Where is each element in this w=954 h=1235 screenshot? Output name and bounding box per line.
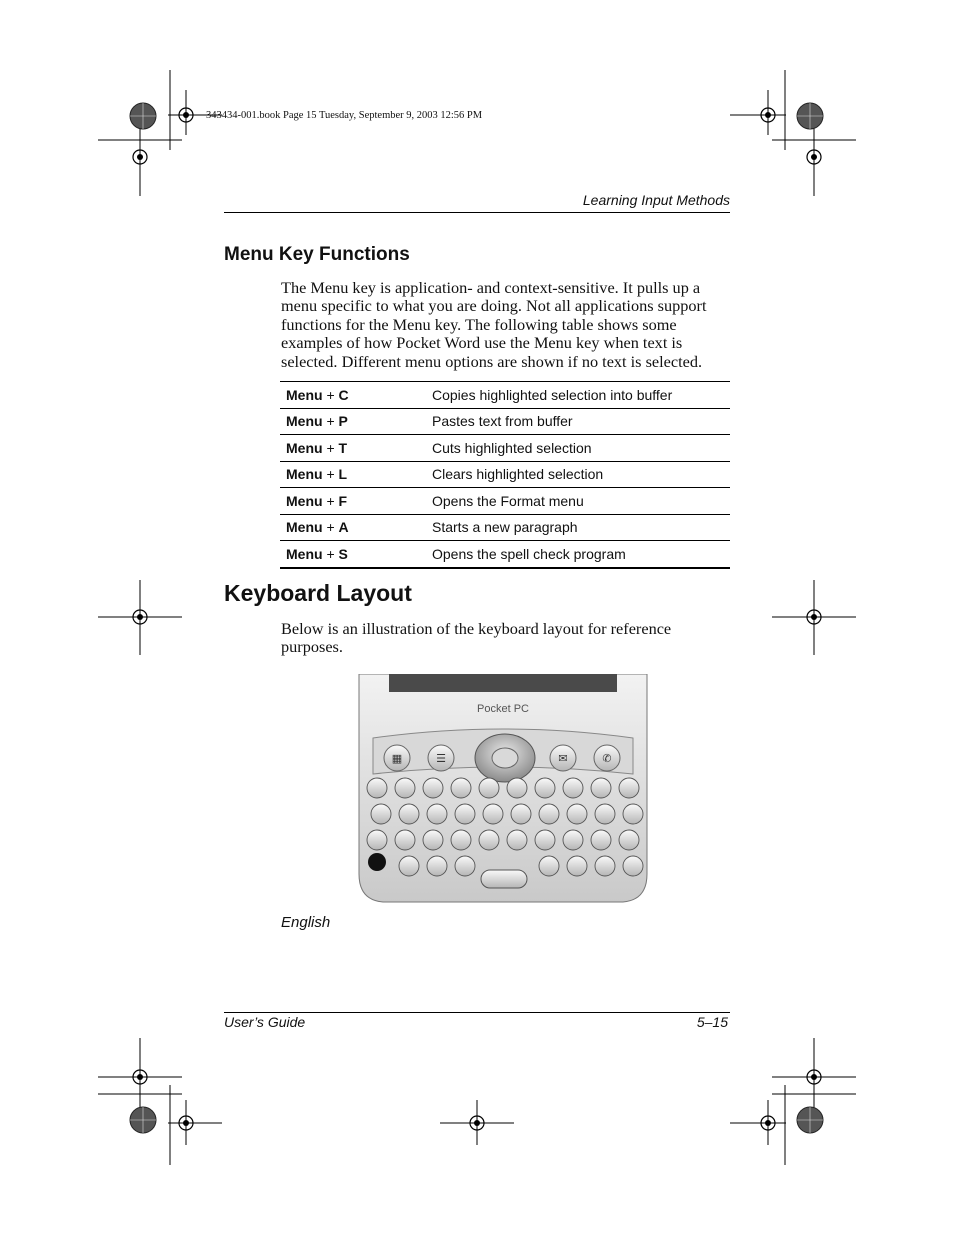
- menu-key-label: Menu: [286, 519, 323, 536]
- footer-rule: [224, 1012, 730, 1013]
- key-combination: [280, 435, 426, 462]
- function-description: Clears highlighted selection: [426, 461, 730, 488]
- keyboard-key: [595, 856, 615, 876]
- key-combination: [280, 488, 426, 515]
- plus-sign: +: [322, 386, 339, 403]
- table-row: [280, 514, 730, 541]
- running-head: Learning Input Methods: [582, 192, 730, 208]
- letter-key-label: A: [338, 519, 349, 536]
- keyboard-key: [595, 804, 615, 824]
- footer-title: User’s Guide: [224, 1014, 306, 1030]
- menu-key-paragraph: The Menu key is application- and context-sensitive. It pulls up a menu specific to what you are doing. Not all applications support functions for the Menu key. The following table shows some examples of how Pocket Word use the Menu key when text is selected. Different menu options are shown if no text is selected.: [281, 278, 707, 371]
- menu-key-label: Menu: [286, 545, 323, 562]
- keyboard-key: [535, 778, 555, 798]
- plus-sign: +: [322, 466, 339, 483]
- svg-text:▦: ▦: [391, 752, 403, 765]
- menu-key-table: [280, 381, 730, 569]
- table-row: [280, 435, 730, 462]
- keyboard-key: [367, 778, 387, 798]
- key-combination: [280, 382, 426, 409]
- keyboard-key: [539, 804, 559, 824]
- svg-text:✆: ✆: [602, 752, 612, 765]
- keyboard-key: [451, 830, 471, 850]
- keyboard-key: [371, 804, 391, 824]
- figure-caption: English: [281, 914, 331, 931]
- keyboard-key: [395, 830, 415, 850]
- menu-key-label: Menu: [286, 439, 323, 456]
- print-slug: 343434-001.book Page 15 Tuesday, September 9, 2003 12:56 PM: [206, 110, 483, 121]
- plus-sign: +: [322, 492, 339, 509]
- keyboard-key: [423, 778, 443, 798]
- letter-key-label: C: [338, 386, 349, 403]
- function-description: Pastes text from buffer: [426, 408, 730, 435]
- keyboard-key: [619, 778, 639, 798]
- keyboard-layout-heading: Keyboard Layout: [224, 580, 412, 606]
- menu-key-label: Menu: [286, 413, 323, 430]
- svg-text:☰: ☰: [436, 752, 446, 765]
- keyboard-key: [479, 830, 499, 850]
- keyboard-key: [507, 830, 527, 850]
- keyboard-key: [455, 856, 475, 876]
- keyboard-key: [563, 830, 583, 850]
- keyboard-key: [427, 804, 447, 824]
- table-row: [280, 488, 730, 515]
- svg-text:✉: ✉: [558, 752, 568, 765]
- function-description: Copies highlighted selection into buffer: [426, 382, 730, 409]
- letter-key-label: S: [338, 545, 348, 562]
- function-description: Opens the spell check program: [426, 541, 730, 568]
- device-brand-label: Pocket PC: [477, 703, 529, 715]
- keyboard-key: [455, 804, 475, 824]
- key-combination: [280, 541, 426, 568]
- letter-key-label: F: [338, 492, 348, 509]
- keyboard-key: [623, 856, 643, 876]
- page-number: 5–15: [696, 1014, 728, 1030]
- keyboard-key: [623, 804, 643, 824]
- keyboard-key: [563, 778, 583, 798]
- table-row: [280, 541, 730, 568]
- table-row: [280, 408, 730, 435]
- pocket-pc-keyboard-illustration: [355, 674, 651, 906]
- keyboard-key: [539, 856, 559, 876]
- table-row: [280, 382, 730, 409]
- keyboard-key: [591, 778, 611, 798]
- keyboard-key: [399, 804, 419, 824]
- plus-sign: +: [322, 519, 339, 536]
- keyboard-key: [423, 830, 443, 850]
- keyboard-key: [511, 804, 531, 824]
- letter-key-label: P: [338, 413, 348, 430]
- plus-sign: +: [322, 439, 339, 456]
- function-description: Starts a new paragraph: [426, 514, 730, 541]
- letter-key-label: T: [338, 439, 348, 456]
- keyboard-key: [507, 778, 527, 798]
- keyboard-key: [399, 856, 419, 876]
- header-rule: [224, 212, 730, 213]
- key-combination: [280, 461, 426, 488]
- letter-key-label: L: [338, 466, 348, 483]
- keyboard-layout-paragraph: Below is an illustration of the keyboard layout for reference purposes.: [281, 619, 672, 657]
- plus-sign: +: [322, 545, 339, 562]
- plus-sign: +: [322, 413, 339, 430]
- menu-key-label: Menu: [286, 386, 323, 403]
- key-combination: [280, 408, 426, 435]
- key-combination: [280, 514, 426, 541]
- keyboard-key: [479, 778, 499, 798]
- keyboard-key: [567, 804, 587, 824]
- function-description: Opens the Format menu: [426, 488, 730, 515]
- table-row: [280, 461, 730, 488]
- menu-key-label: Menu: [286, 466, 323, 483]
- menu-key-label: Menu: [286, 492, 323, 509]
- keyboard-key: [367, 830, 387, 850]
- keyboard-key: [535, 830, 555, 850]
- keyboard-key: [483, 804, 503, 824]
- keyboard-key: [395, 778, 415, 798]
- keyboard-key: [451, 778, 471, 798]
- menu-key-heading: Menu Key Functions: [224, 244, 410, 265]
- keyboard-key: [619, 830, 639, 850]
- function-description: Cuts highlighted selection: [426, 435, 730, 462]
- keyboard-key: [567, 856, 587, 876]
- keyboard-key: [591, 830, 611, 850]
- keyboard-key: [427, 856, 447, 876]
